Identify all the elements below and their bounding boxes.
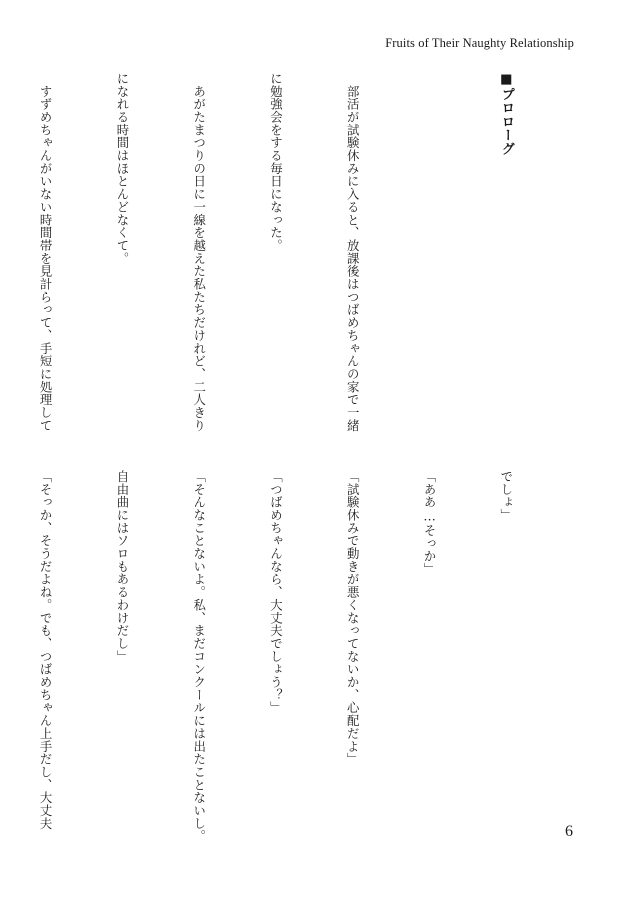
text-line: 自由曲にはソロもあるわけだし」 (114, 470, 130, 663)
chapter-title (493, 72, 519, 444)
title-square-mark: ■ (498, 72, 514, 88)
text-line (416, 72, 442, 444)
text-line: 部活が試験休みに入ると、放課後はつばめちゃんの家で一緒 (345, 72, 361, 432)
text-line: になれる時間はほとんどなくて。 (114, 72, 130, 265)
text-line: 「つばめちゃんなら、大丈夫でしょう？」 (268, 470, 284, 715)
chapter-title-text: プロローグ (498, 87, 514, 156)
book-title-header: Fruits of Their Naughty Relationship (385, 36, 574, 50)
page-number: 6 (565, 823, 573, 840)
text-line: あがたまつりの日に一線を越えた私たちだけれど、二人きり (191, 72, 207, 432)
text-line: に勉強会をする毎日になった。 (268, 72, 284, 252)
text-line: 「試験休みで動きが悪くなってないか、心配だよ」 (345, 470, 361, 766)
text-line: でしょ」 (498, 470, 514, 522)
upper-text-column (38, 72, 570, 444)
text-line: すずめちゃんがいない時間帯を見計らって、手短に処理して (38, 72, 54, 432)
text-line: 「そんなことないよ。私、まだコンクールには出たことないし。 (191, 470, 207, 843)
lower-text-column (38, 470, 570, 850)
text-line: 「ああ…そっか」 (422, 470, 438, 576)
text-line: 「そっか、そうだよね。でも、つばめちゃん上手だし、大丈夫 (38, 470, 54, 830)
